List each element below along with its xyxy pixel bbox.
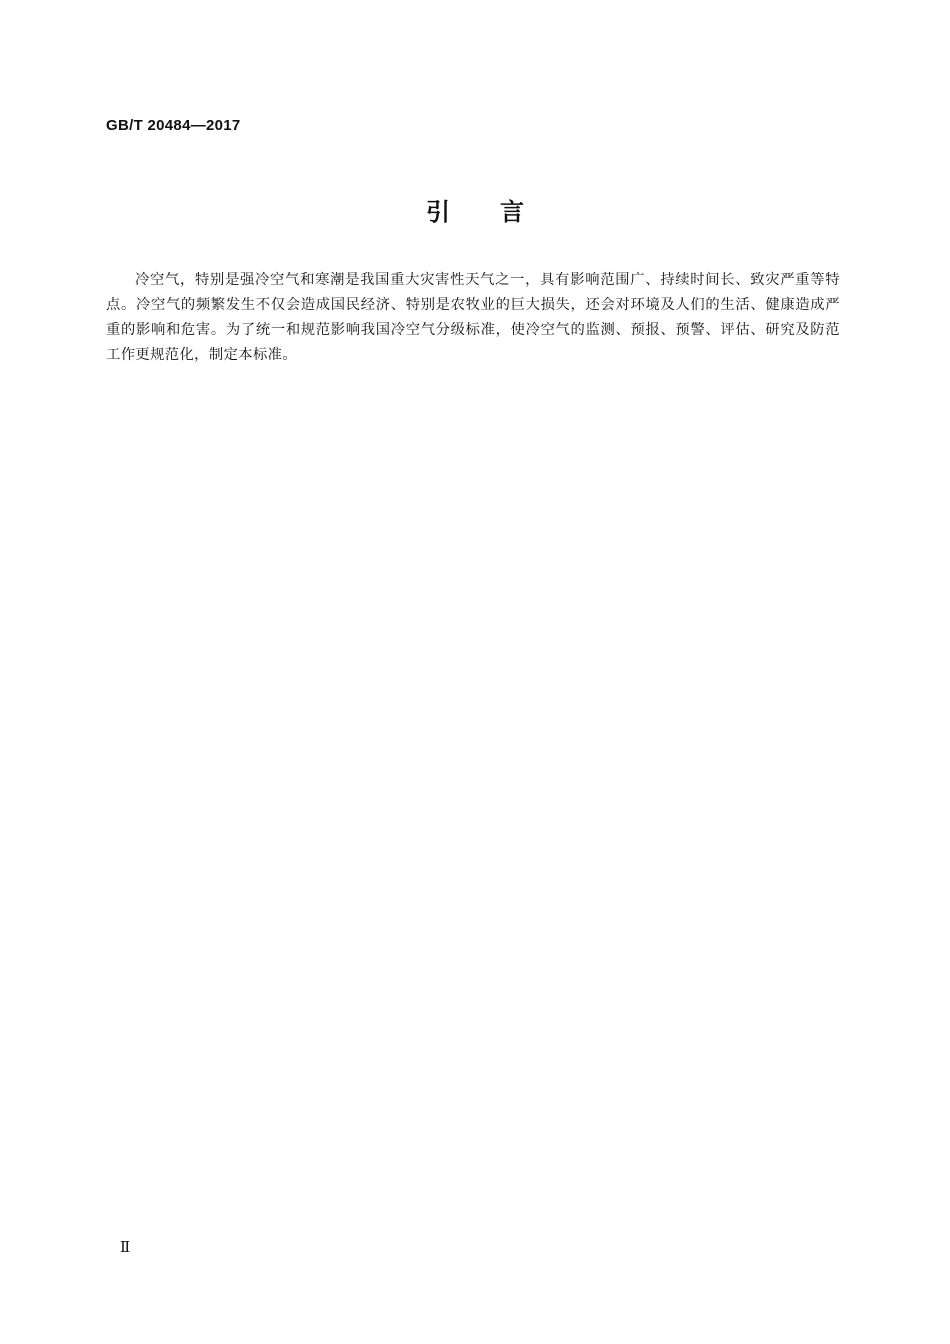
standard-code: GB/T 20484—2017	[106, 117, 241, 134]
page-number: Ⅱ	[120, 1238, 131, 1256]
section-title: 引言	[426, 198, 574, 226]
introduction-paragraph: 冷空气，特别是强冷空气和寒潮是我国重大灾害性天气之一，具有影响范围广、持续时间长、致灾严重等特点。冷空气的频繁发生不仅会造成国民经济、特别是农牧业的巨大损失，还会对环境及人们的生活、健康造成严重的影响和危害。为了统一和规范影响我国冷空气分级标准，使冷空气的监测、预报、预警、评估、研究及防范工作更规范化，制定本标准。	[106, 272, 840, 363]
